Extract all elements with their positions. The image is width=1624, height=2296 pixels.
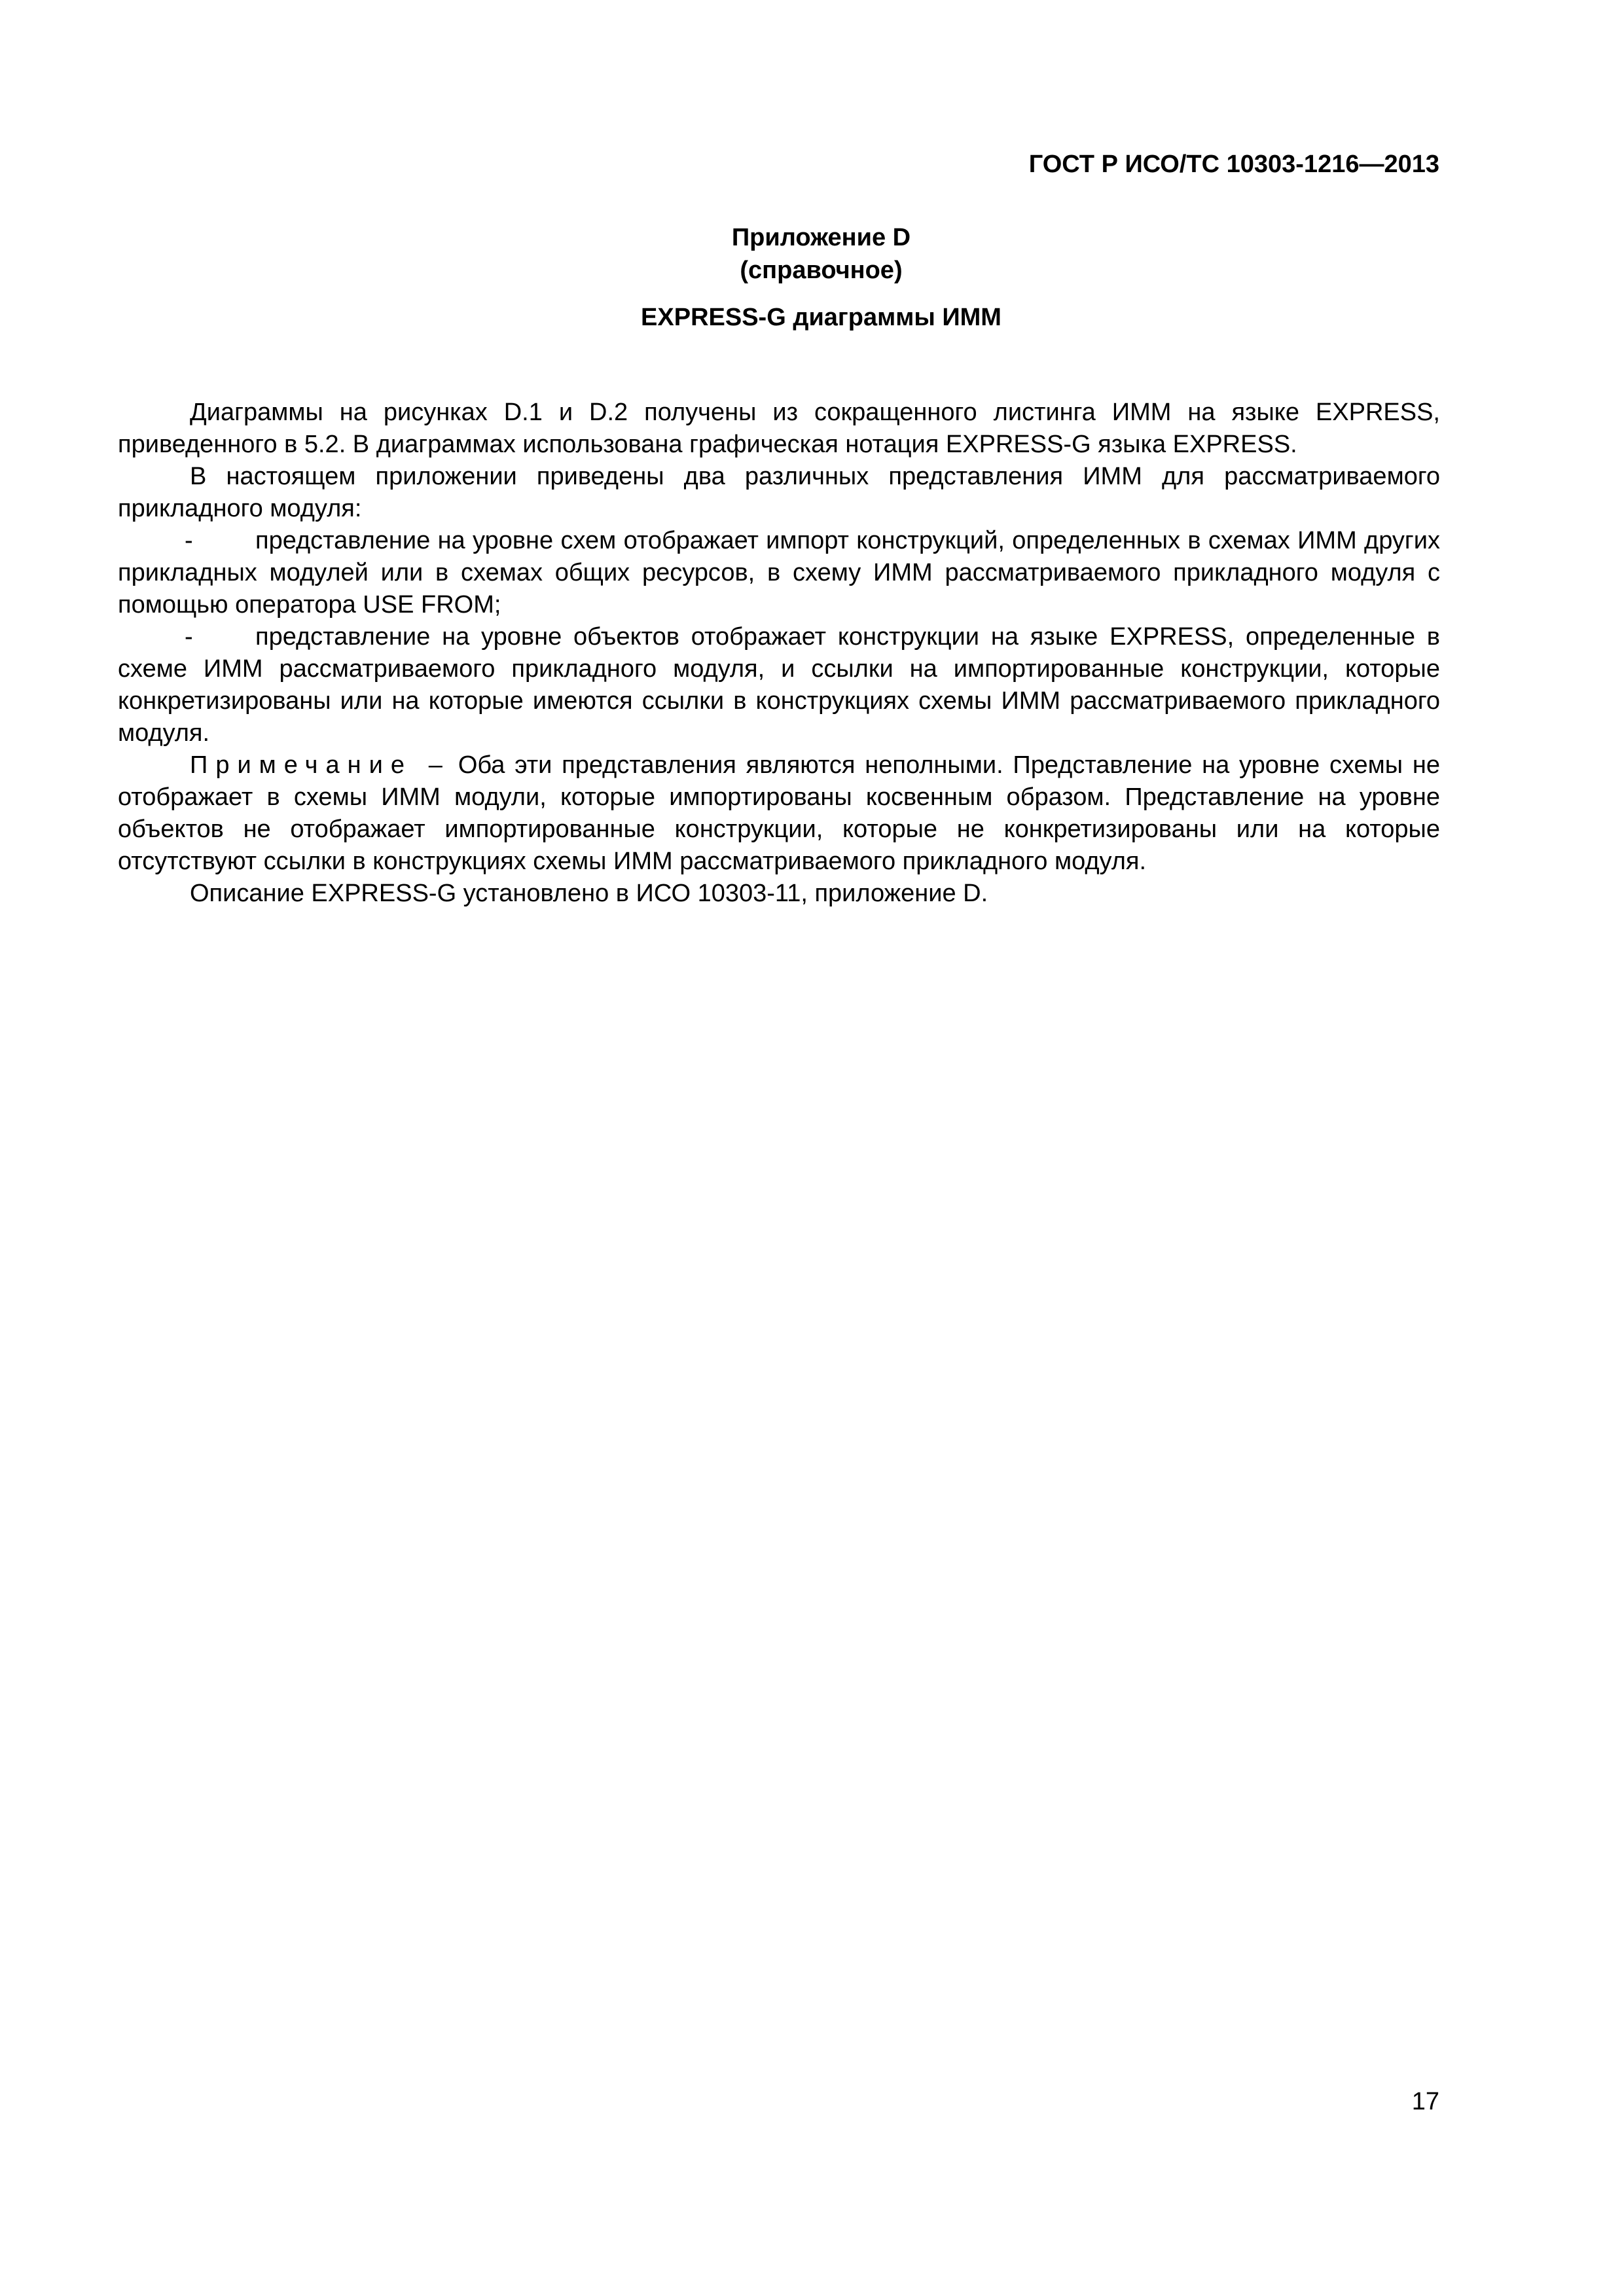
annex-title: Приложение D [731, 224, 911, 251]
page-number: 17 [1411, 2088, 1439, 2115]
list-item-text: представление на уровне схем отображает импорт конструкций, определенных в схемах ИММ других прикладных модулей или в схемах общих ресурсов, в схему ИММ рассматриваемого прикладного модуля с помощью оператора USE FROM; [118, 527, 1440, 619]
annex-body [118, 397, 1440, 910]
note-text: Оба эти представления являются неполными. Представление на уровне схемы не отображает в схемы ИММ модули, которые импортированы косвенным образом. Представление на уровне объектов не отображает импортированные конструкции, которые не конкретизированы или на которые отсутствуют ссылки в конструкциях схемы ИММ рассматриваемого прикладного модуля. [118, 751, 1440, 875]
annex-subject: EXPRESS-G диаграммы ИММ [641, 304, 1001, 331]
list-dash: - [185, 623, 193, 651]
list-item-entity-level [118, 621, 1440, 749]
document-code: ГОСТ Р ИСО/ТС 10303-1216—2013 [1028, 151, 1439, 178]
list-dash: - [185, 527, 193, 554]
paragraph-intro: Диаграммы на рисунках D.1 и D.2 получены из сокращенного листинга ИММ на языке EXPRESS, приведенного в 5.2. В диаграммах использована графическая нотация EXPRESS-G языка EXPRESS. [118, 399, 1440, 458]
annex-kind: (справочное) [740, 257, 903, 284]
note-dash: – [428, 751, 442, 779]
list-item-schema-level [118, 525, 1440, 621]
note-label: Примечание [190, 751, 412, 779]
list-item-text: представление на уровне объектов отображает конструкции на языке EXPRESS, определенные в схеме ИММ рассматриваемого прикладного модуля, и ссылки на импортированные конструкции, которые конкретизированы или на которые имеются ссылки в конструкциях схемы ИММ рассматриваемого прикладного модуля. [118, 623, 1440, 747]
note-paragraph [118, 749, 1440, 878]
paragraph-representations: В настоящем приложении приведены два различных представления ИММ для рассматриваемого прикладного модуля: [118, 463, 1440, 522]
paragraph-reference: Описание EXPRESS-G установлено в ИСО 10303-11, приложение D. [190, 880, 988, 907]
